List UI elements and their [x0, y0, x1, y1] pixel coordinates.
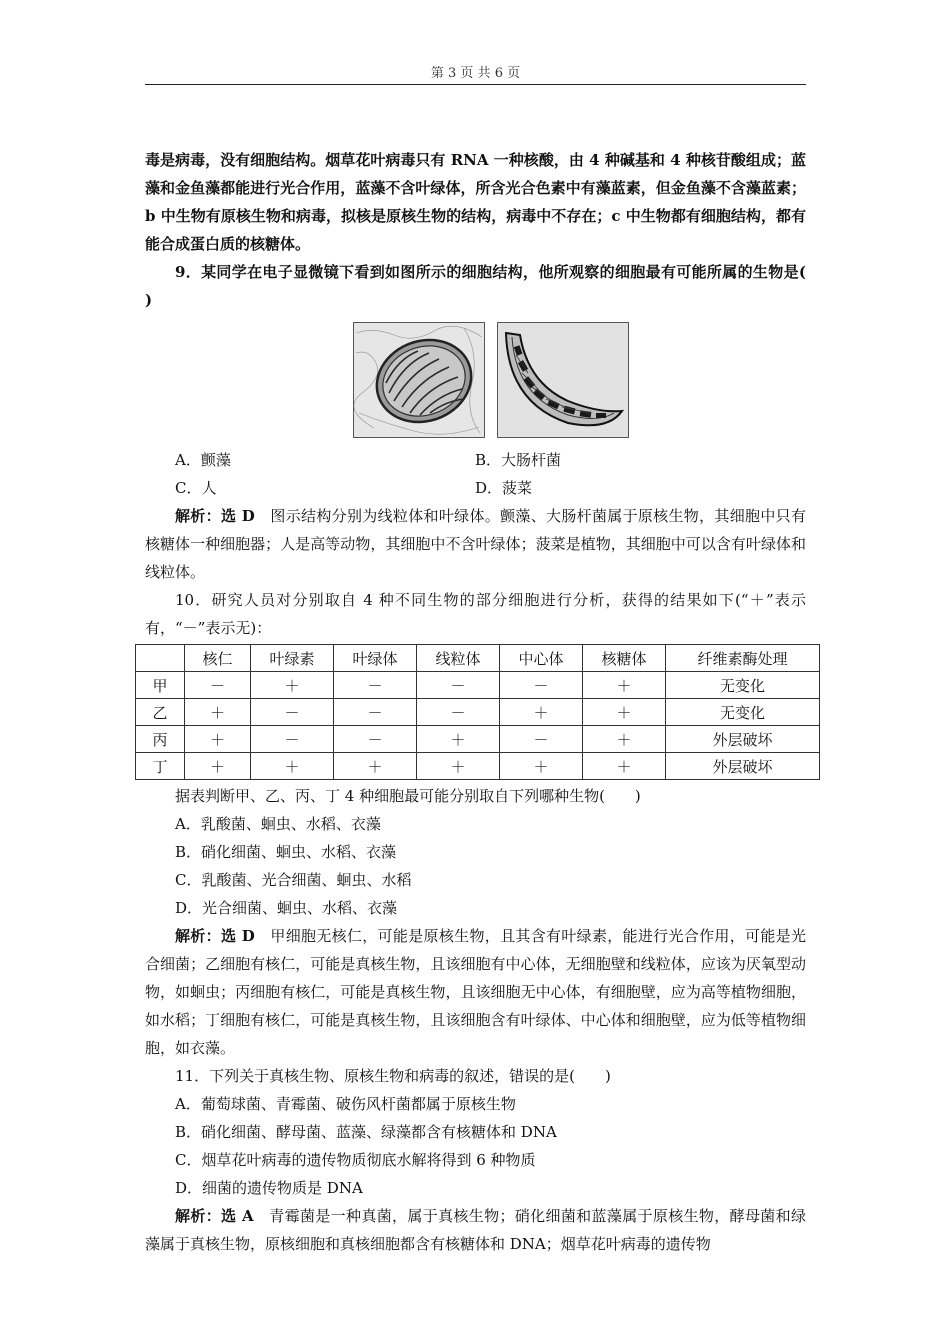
q10-option-c: C．乳酸菌、光合细菌、蛔虫、水稻 — [175, 871, 412, 889]
table-row — [136, 726, 820, 753]
table-header-cell: 核糖体 — [583, 645, 666, 672]
analysis-label: 解析： — [175, 507, 221, 525]
q9-option-d: D．菠菜 — [475, 479, 533, 497]
analysis-answer: 选 D — [220, 927, 255, 945]
q9-stem: 9．某同学在电子显微镜下看到如图所示的细胞结构，他所观察的细胞最有可能所属的生物是( ) — [145, 263, 837, 309]
mitochondrion-micrograph — [353, 322, 485, 438]
document-body — [145, 146, 837, 1258]
analysis-text: 图示结构分别为线粒体和叶绿体。颤藻、大肠杆菌属于原核生物，其细胞中只有核糖体一种细胞器；人是高等动物，其细胞中不含叶绿体；菠菜是植物，其细胞中可以含有叶绿体和线粒体。 — [145, 507, 806, 581]
cell-structure-table — [135, 644, 820, 780]
table-cell: － — [251, 699, 334, 726]
q10-question: 据表判断甲、乙、丙、丁 4 种细胞最可能分别取自下列哪种生物( ) — [175, 787, 641, 805]
q10-analysis — [145, 922, 806, 1062]
table-header-cell: 纤维素酶处理 — [666, 645, 820, 672]
table-cell: 无变化 — [666, 672, 820, 699]
table-cell: ＋ — [185, 726, 251, 753]
table-row — [136, 672, 820, 699]
chloroplast-micrograph — [497, 322, 629, 438]
table-cell: ＋ — [500, 699, 583, 726]
table-header-cell — [136, 645, 185, 672]
q9-options-row-1 — [145, 446, 806, 474]
q9-option-c: C．人 — [175, 479, 217, 497]
analysis-answer: 选 A — [221, 1207, 254, 1225]
table-cell: － — [417, 699, 500, 726]
table-cell: 丁 — [136, 753, 185, 780]
table-cell: ＋ — [417, 726, 500, 753]
analysis-answer: 选 D — [220, 507, 255, 525]
analysis-text: 青霉菌是一种真菌，属于真核生物；硝化细菌和蓝藻属于原核生物，酵母菌和绿藻属于真核生物，原核细胞和真核细胞都含有核糖体和 DNA；烟草花叶病毒的遗传物 — [145, 1207, 806, 1253]
q10-option-a: A．乳酸菌、蛔虫、水稻、衣藻 — [175, 815, 381, 833]
analysis-label: 解析： — [175, 927, 221, 945]
q9-option-b: B．大肠杆菌 — [475, 451, 562, 469]
q11-stem: 11．下列关于真核生物、原核生物和病毒的叙述，错误的是( ) — [175, 1067, 611, 1085]
table-cell: － — [185, 672, 251, 699]
table-cell: ＋ — [417, 753, 500, 780]
table-cell: ＋ — [185, 753, 251, 780]
table-cell: － — [251, 726, 334, 753]
table-cell: 甲 — [136, 672, 185, 699]
table-cell: － — [334, 699, 417, 726]
intro-paragraph: 毒是病毒，没有细胞结构。烟草花叶病毒只有 RNA 一种核酸，由 4 种碱基和 4 种核苷酸组成；蓝藻和金鱼藻都能进行光合作用，蓝藻不含叶绿体，所含光合色素中有藻蓝素，但金鱼藻不含藻蓝素；b 中生物有原核生物和病毒，拟核是原核生物的结构，病毒中不存在；c 中生物都有细胞结构，都有能合成蛋白质的核糖体。 — [145, 151, 806, 253]
table-cell: 外层破坏 — [666, 753, 820, 780]
q10-stem: 10．研究人员对分别取自 4 种不同生物的部分细胞进行分析，获得的结果如下(“＋”表示有，“－”表示无)： — [145, 591, 806, 637]
table-row — [136, 699, 820, 726]
table-cell: ＋ — [583, 699, 666, 726]
q9-analysis — [145, 502, 806, 586]
table-cell: － — [500, 726, 583, 753]
table-cell: 乙 — [136, 699, 185, 726]
table-cell: 丙 — [136, 726, 185, 753]
q9-option-a: A．颤藻 — [175, 451, 231, 469]
table-header-cell: 线粒体 — [417, 645, 500, 672]
table-cell: ＋ — [583, 753, 666, 780]
table-cell: ＋ — [185, 699, 251, 726]
q9-options-row-2 — [145, 474, 806, 502]
table-row — [136, 753, 820, 780]
table-cell: － — [500, 672, 583, 699]
table-cell: － — [334, 672, 417, 699]
analysis-label: 解析： — [175, 1207, 222, 1225]
table-cell: ＋ — [251, 753, 334, 780]
table-cell: ＋ — [334, 753, 417, 780]
analysis-text: 甲细胞无核仁，可能是原核生物，且其含有叶绿素，能进行光合作用，可能是光合细菌；乙细胞有核仁，可能是真核生物，且该细胞有中心体，无细胞壁和线粒体，应该为厌氧型动物，如蛔虫；丙细胞有核仁，可能是真核生物，且该细胞无中心体，有细胞壁，应为高等植物细胞，如水稻；丁细胞有核仁，可能是真核生物，且该细胞含有叶绿体、中心体和细胞壁，应为低等植物细胞，如衣藻。 — [145, 927, 806, 1057]
q10-option-b: B．硝化细菌、蛔虫、水稻、衣藻 — [175, 843, 397, 861]
table-header-row — [136, 645, 820, 672]
q11-option-a: A．葡萄球菌、青霉菌、破伤风杆菌都属于原核生物 — [175, 1095, 516, 1113]
page-number-header: 第 3 页 共 6 页 — [430, 66, 521, 81]
table-cell: ＋ — [251, 672, 334, 699]
q11-option-b: B．硝化细菌、酵母菌、蓝藻、绿藻都含有核糖体和 DNA — [175, 1123, 557, 1141]
table-header-cell: 中心体 — [500, 645, 583, 672]
table-cell: ＋ — [500, 753, 583, 780]
table-header-cell: 叶绿素 — [251, 645, 334, 672]
q11-option-c: C．烟草花叶病毒的遗传物质彻底水解将得到 6 种物质 — [175, 1151, 536, 1169]
table-cell: － — [334, 726, 417, 753]
table-cell: ＋ — [583, 726, 666, 753]
header-rule — [145, 84, 806, 85]
table-cell: 无变化 — [666, 699, 820, 726]
q11-analysis — [145, 1202, 806, 1258]
table-cell: － — [417, 672, 500, 699]
table-cell: ＋ — [583, 672, 666, 699]
q10-option-d: D．光合细菌、蛔虫、水稻、衣藻 — [175, 899, 398, 917]
q9-figure — [175, 322, 806, 438]
table-header-cell: 叶绿体 — [334, 645, 417, 672]
table-header-cell: 核仁 — [185, 645, 251, 672]
q11-option-d: D．细菌的遗传物质是 DNA — [175, 1179, 363, 1197]
table-cell: 外层破坏 — [666, 726, 820, 753]
